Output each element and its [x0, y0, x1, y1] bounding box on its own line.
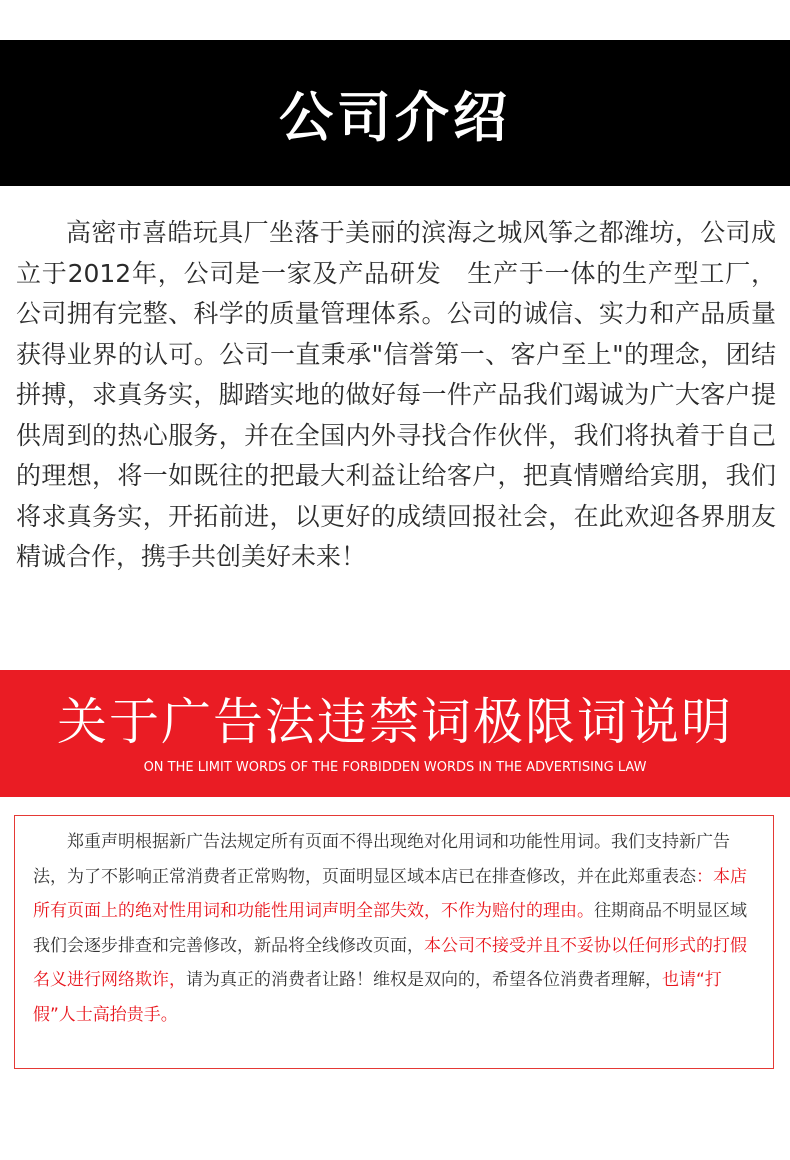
notice-segment: 请为真正的消费者让路！维权是双向的，希望各位消费者理解， [186, 970, 662, 990]
company-intro-title: 公司介绍 [279, 85, 511, 149]
ad-law-banner [0, 670, 790, 797]
company-intro-banner [0, 40, 790, 186]
notice-segment: 往期商品不明显区域我们会逐步排查和完善修改，新品将全线修改页面， [33, 901, 747, 956]
ad-law-title: 关于广告法违禁词极限词说明 [57, 693, 733, 751]
notice-segment-highlight: ：本店所有页面上的绝对性用词和功能性用词声明全部失效，不作为赔付的理由。 [33, 866, 747, 921]
notice-segment-highlight: 本公司不接受并且不妥协以任何形式的打假名义进行网络欺诈， [33, 935, 747, 990]
notice-segment: 郑重声明根据新广告法规定所有页面不得出现绝对化用词和功能性用词。我们支持新广告法，为了不影响正常消费者正常购物，页面明显区域本店已在排查修改，并在此郑重表态 [33, 832, 730, 887]
notice-segment-highlight: 也请“打假”人士高抬贵手。 [33, 970, 722, 1025]
company-description: 高密市喜皓玩具厂坐落于美丽的滨海之城风筝之都潍坊，公司成立于2012年，公司是一家及产品研发 生产于一体的生产型工厂，公司拥有完整、科学的质量管理体系。公司的诚信、实力和产品质量获得业界的认可。公司一直秉承"信誉第一、客户至上"的理念，团结拼搏，求真务实，脚踏实地的做好每一件产品我们竭诚为广大客户提供周到的热心服务，并在全国内外寻找合作伙伴，我们将执着于自己的理想，将一如既往的把最大利益让给客户，把真情赠给宾朋，我们将求真务实，开拓前进，以更好的成绩回报社会，在此欢迎各界朋友精诚合作，携手共创美好未来！ [16, 218, 776, 571]
ad-law-notice-text [33, 825, 757, 1032]
ad-law-subtitle: ON THE LIMIT WORDS OF THE FORBIDDEN WORDS IN THE ADVERTISING LAW [143, 760, 647, 775]
ad-law-notice-box [14, 815, 774, 1069]
